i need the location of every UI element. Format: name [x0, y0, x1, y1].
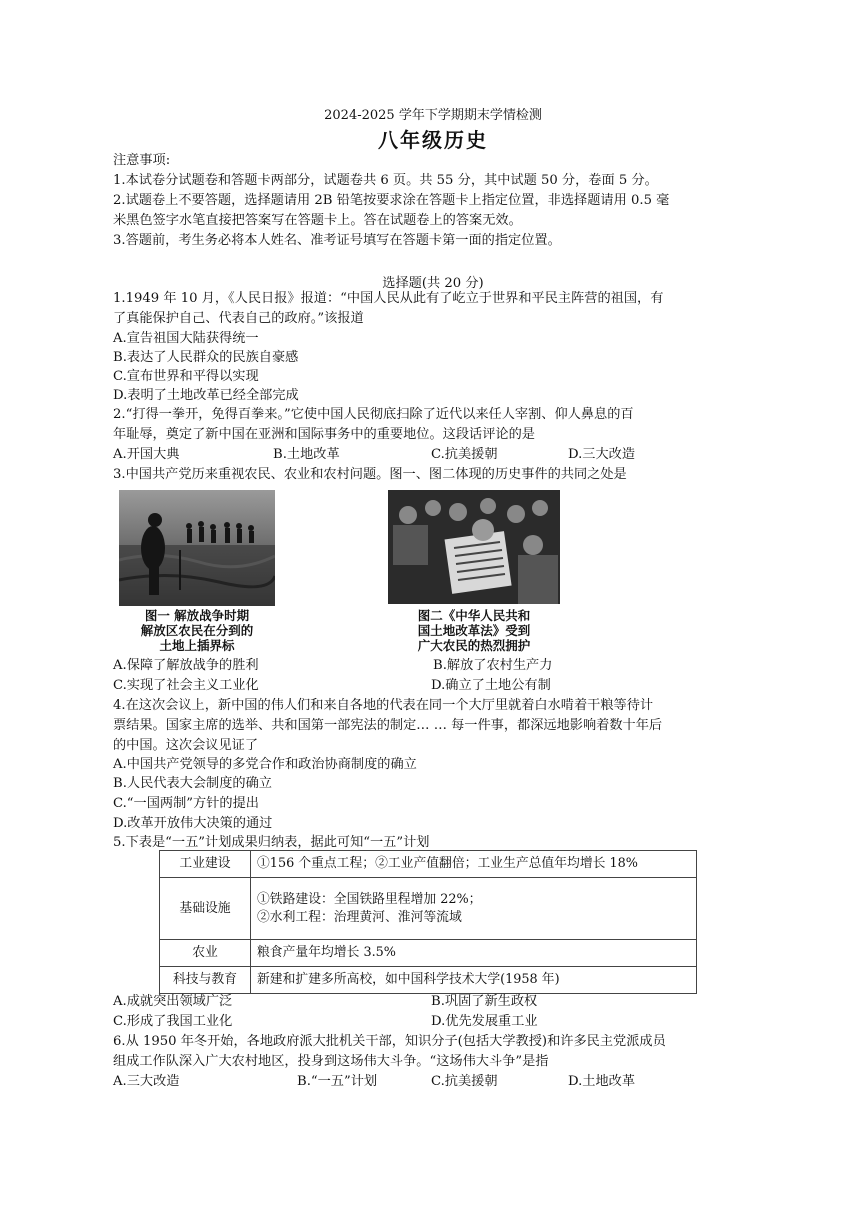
q4-stem-line3: 的中国。这次会议见证了 — [113, 738, 259, 753]
table-content — [251, 878, 697, 940]
q5-option-d: D.优先发展重工业 — [431, 1014, 538, 1029]
table-row — [160, 940, 697, 967]
figure-1-caption-line3: 土地上插界标 — [159, 638, 235, 653]
exam-subtitle: 2024-2025 学年下学期期末学情检测 — [324, 108, 542, 123]
q2-option-d: D.三大改造 — [568, 447, 636, 462]
q3-stem: 3.中国共产党历来重视农民、农业和农村问题。图一、图二体现的历史事件的共同之处是 — [113, 467, 627, 482]
table-content — [251, 851, 697, 878]
q6-option-d: D.土地改革 — [568, 1074, 636, 1089]
q3-option-a: A.保障了解放战争的胜利 — [113, 658, 259, 673]
notice-item-1: 1.本试卷分试题卷和答题卡两部分，试题卷共 6 页。共 55 分，其中试题 50 分，卷面 5 分。 — [113, 173, 658, 188]
q2-option-a: A.开国大典 — [113, 447, 180, 462]
q6-option-c: C.抗美援朝 — [431, 1074, 498, 1089]
table-category: 基础设施 — [160, 878, 251, 940]
q4-option-b: B.人民代表大会制度的确立 — [113, 776, 272, 791]
q5-option-c: C.形成了我国工业化 — [113, 1014, 233, 1029]
q3-option-b: B.解放了农村生产力 — [433, 658, 553, 673]
q2-option-b: B.土地改革 — [273, 447, 340, 462]
q5-stem: 5.下表是“一五”计划成果归纳表，据此可知“一五”计划 — [113, 835, 430, 850]
figure-1-caption-line2: 解放区农民在分到的 — [140, 623, 254, 638]
figure-2-caption — [385, 608, 563, 653]
table-category: 科技与教育 — [160, 967, 251, 994]
q4-option-d: D.改革开放伟大决策的通过 — [113, 816, 273, 831]
q1-option-b: B.表达了人民群众的民族自豪感 — [113, 350, 299, 365]
q4-stem-line2: 票结果。国家主席的选举、共和国第一部宪法的制定… … 每一件事，都深远地影响着数十年后 — [113, 718, 663, 733]
figure-2-caption-line1: 图二《中华人民共和 — [417, 608, 531, 623]
five-year-plan-table — [159, 850, 697, 994]
figure-1-photo — [119, 490, 275, 606]
table-row — [160, 967, 697, 994]
q1-option-a: A.宣告祖国大陆获得统一 — [113, 331, 259, 346]
notice-item-2b: 米黑色签字水笔直接把答案写在答题卡上。答在试题卷上的答案无效。 — [113, 213, 522, 228]
q6-stem-line2: 组成工作队深入广大农村地区，投身到这场伟大斗争。“这场伟大斗争”是指 — [113, 1054, 549, 1069]
q6-stem-line1: 6.从 1950 年冬开始，各地政府派大批机关干部，知识分子(包括大学教授)和许多民主党派成员 — [113, 1034, 666, 1049]
q4-stem-line1: 4.在这次会议上，新中国的伟人们和来自各地的代表在同一个大厅里就着白水啃着干粮等待计 — [113, 698, 654, 713]
notice-item-2a: 2.试题卷上不要答题，选择题请用 2B 铅笔按要求涂在答题卡上指定位置，非选择题请用 0.5 毫 — [113, 193, 670, 208]
q6-option-b: B.“一五”计划 — [297, 1074, 378, 1089]
table-content-line: ②水利工程：治理黄河、淮河等流域 — [257, 909, 462, 925]
section-title: 选择题(共 20 分) — [382, 276, 484, 291]
table-content-line: ①156 个重点工程；②工业产值翻倍；工业生产总值年均增长 18% — [257, 856, 638, 871]
q2-stem-line1: 2.“打得一拳开，免得百拳来。”它使中国人民彻底扫除了近代以来任人宰割、仰人鼻息的百 — [113, 407, 634, 422]
notice-item-3: 3.答题前，考生务必将本人姓名、准考证号填写在答题卡第一面的指定位置。 — [113, 233, 561, 248]
q1-stem-line1: 1.1949 年 10 月，《人民日报》报道：“中国人民从此有了屹立于世界和平民主阵营的祖国，有 — [113, 291, 664, 306]
q1-stem-line2: 了真能保护自己、代表自己的政府。”该报道 — [113, 311, 364, 326]
q1-option-d: D.表明了土地改革已经全部完成 — [113, 388, 299, 403]
q2-stem-line2: 年耻辱，奠定了新中国在亚洲和国际事务中的重要地位。这段话评论的是 — [113, 427, 535, 442]
exam-title: 八年级历史 — [378, 128, 488, 152]
table-content-line: 粮食产量年均增长 3.5% — [257, 945, 396, 960]
q4-option-c: C.“一国两制”方针的提出 — [113, 796, 259, 811]
table-row — [160, 878, 697, 940]
notice-heading: 注意事项: — [113, 153, 171, 168]
table-content — [251, 967, 697, 994]
table-row — [160, 851, 697, 878]
q6-option-a: A.三大改造 — [113, 1074, 180, 1089]
figure-2-caption-line3: 广大农民的热烈拥护 — [417, 638, 531, 653]
figure-1-image — [119, 490, 275, 606]
q1-option-c: C.宣布世界和平得以实现 — [113, 369, 259, 384]
table-category: 工业建设 — [160, 851, 251, 878]
q3-option-c: C.实现了社会主义工业化 — [113, 678, 259, 693]
table-content-line: 新建和扩建多所高校，如中国科学技术大学(1958 年) — [257, 972, 560, 987]
q3-option-d: D.确立了土地公有制 — [431, 678, 551, 693]
q5-option-b: B.巩固了新生政权 — [431, 994, 538, 1009]
figure-2-photo — [388, 490, 560, 604]
figure-1-caption-line1: 图一 解放战争时期 — [144, 608, 250, 623]
figure-2-caption-line2: 国土地改革法》受到 — [417, 623, 531, 638]
figure-2-image — [388, 490, 560, 604]
table-content-line: ①铁路建设：全国铁路里程增加 22%； — [257, 891, 482, 907]
q4-option-a: A.中国共产党领导的多党合作和政治协商制度的确立 — [113, 757, 417, 772]
figure-1-caption — [117, 608, 277, 653]
q5-option-a: A.成就突出领域广泛 — [113, 994, 233, 1009]
table-content — [251, 940, 697, 967]
table-category: 农业 — [160, 940, 251, 967]
q2-option-c: C.抗美援朝 — [431, 447, 498, 462]
